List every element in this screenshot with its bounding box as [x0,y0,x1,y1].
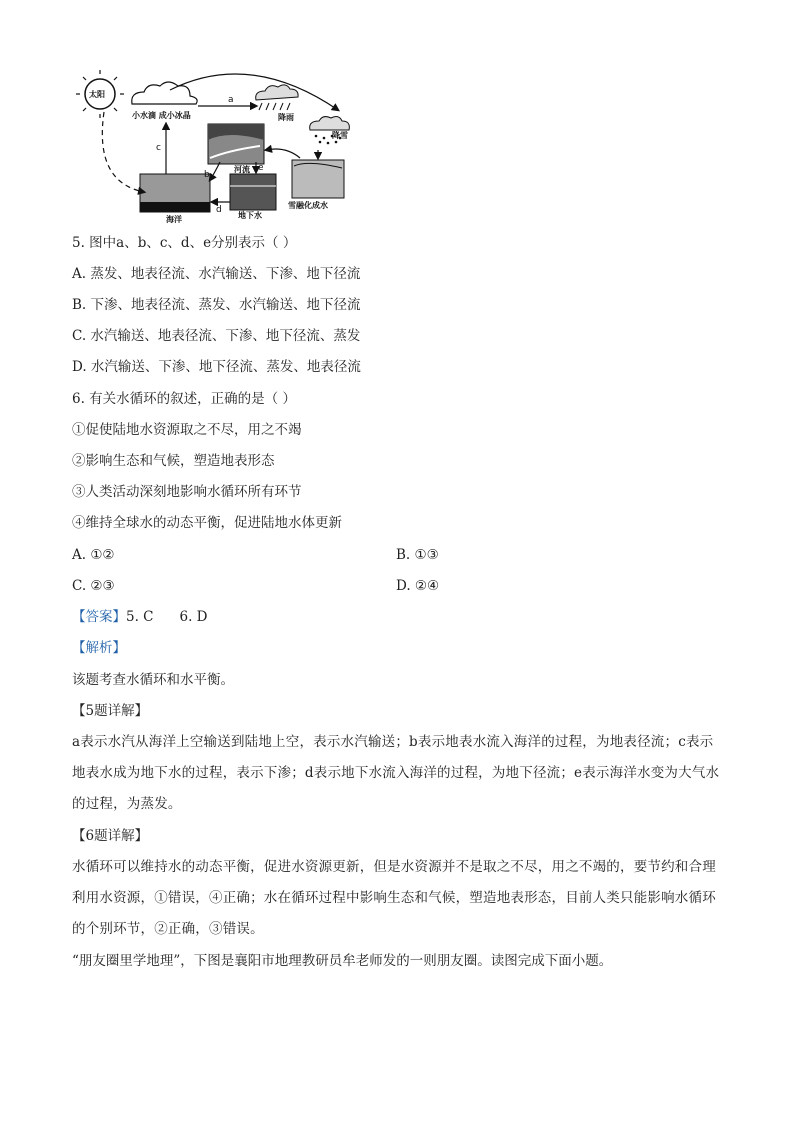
label-a: a [228,95,234,105]
ocean-icon [140,174,210,212]
river-landscape-icon [208,124,264,164]
label-d: d [216,205,222,215]
groundwater-label: 地下水 [238,211,262,220]
q5-option-d: D. 水汽输送、下渗、地下径流、蒸发、地表径流 [72,359,361,375]
q6-statement-2: ②影响生态和气候，塑造地表形态 [72,453,275,469]
q5-option-b: B. 下渗、地表径流、蒸发、水汽输送、地下径流 [72,297,361,313]
sun-label: 太阳 [89,90,105,99]
analysis-label: 【解析】 [72,640,126,656]
answer-line [72,607,208,627]
answer-q6: 6. D [179,609,208,625]
answer-q5: 5. C [126,609,154,625]
q6-option-b: B. ①③ [396,547,439,563]
cloud-label: 小水滴 成小冰晶 [132,111,191,120]
q6-option-d: D. ②④ [396,578,440,594]
q6-statement-1: ①促使陆地水资源取之不尽，用之不竭 [72,422,302,438]
detail5-text: a表示水汽从海洋上空输送到陆地上空，表示水汽输送；b表示地表水流入海洋的过程，为地表径流；c表示地表水成为地下水的过程，表示下渗；d表示地下水流入海洋的过程，为地下径流；e表示海洋水变为大气水的过程，为蒸发。 [72,734,720,812]
snowmelt-icon [292,160,344,198]
label-c: c [156,143,161,153]
ocean-label: 海洋 [166,215,182,224]
detail5-label: 【5题详解】 [72,703,149,719]
groundwater-icon [230,174,276,210]
snow-label: 降雪 [332,131,348,140]
water-cycle-diagram [70,62,370,227]
label-b: b [204,170,210,180]
q6-statement-3: ③人类活动深刻地影响水循环所有环节 [72,484,302,500]
sun-icon [76,70,124,118]
next-intro: “朋友圈里学地理”，下图是襄阳市地理教研员牟老师发的一则朋友圈。读图完成下面小题。 [72,953,613,969]
cloud-icon [132,82,197,104]
rain-cloud-icon [256,85,298,110]
label-e: e [258,163,264,173]
q5-stem: 5. 图中a、b、c、d、e分别表示（ ） [72,235,297,251]
answer-label: 【答案】 [72,609,126,625]
analysis-text: 该题考查水循环和水平衡。 [72,672,234,688]
q6-option-a: A. ①② [72,547,115,563]
water-cycle-svg [70,62,370,227]
detail6-text: 水循环可以维持水的动态平衡，促进水资源更新，但是水资源并不是取之不尽，用之不竭的，要节约和合理利用水资源，①错误，④正确；水在循环过程中影响生态和气候，塑造地表形态，目前人类只能影响水循环的个别环节，②正确，③错误。 [72,859,716,937]
q6-statement-4: ④维持全球水的动态平衡，促进陆地水体更新 [72,515,342,531]
river-label: 河流 [234,165,250,174]
q6-option-c: C. ②③ [72,578,115,594]
detail6-label: 【6题详解】 [72,828,149,844]
snowmelt-label: 雪融化成水 [288,201,328,210]
rain-label: 降雨 [278,113,294,122]
q5-option-c: C. 水汽输送、地表径流、下渗、地下径流、蒸发 [72,328,361,344]
q5-option-a: A. 蒸发、地表径流、水汽输送、下渗、地下径流 [72,266,361,282]
q6-stem: 6. 有关水循环的叙述，正确的是（ ） [72,391,296,407]
